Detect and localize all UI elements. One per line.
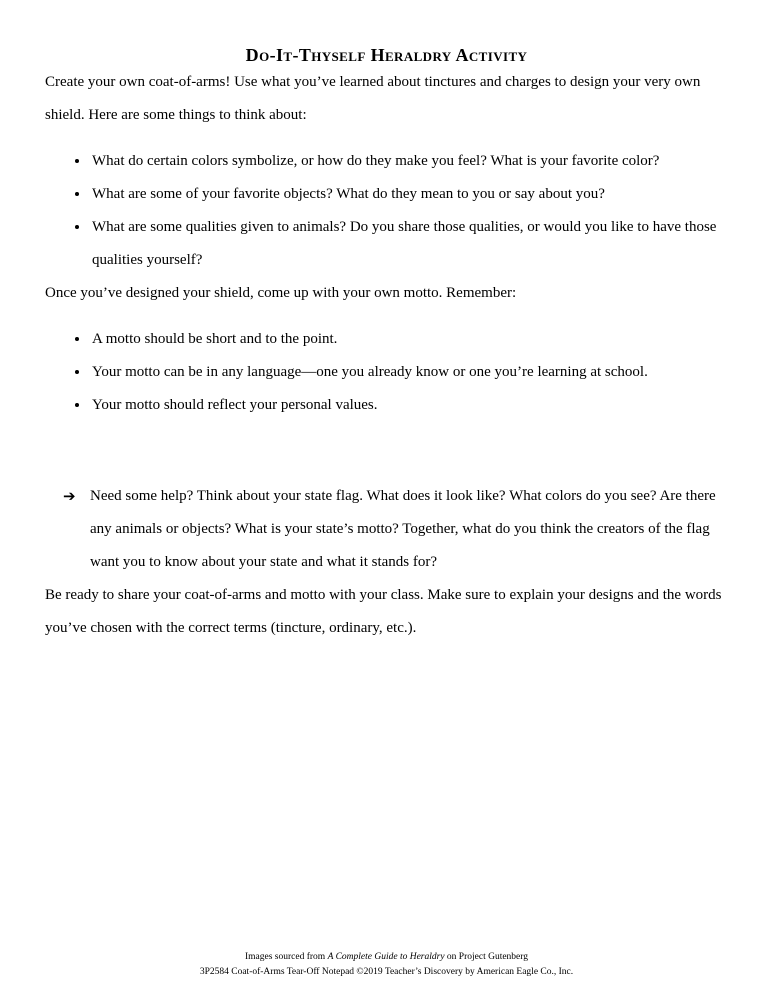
help-note-text: Need some help? Think about your state flag. What does it look like? What colors do you see? Are there any animals or objects? What is your state’s motto? Together, what do you think the creators of the flag want you to know about your state and what it stands for? [90, 488, 716, 570]
footer-copyright-line: 3P2584 Coat-of-Arms Tear-Off Notepad ©2019 Teacher’s Discovery by American Eagle Co., Inc. [199, 967, 574, 977]
footer-source-prefix: Images sourced from [244, 952, 328, 962]
page-footer [0, 950, 773, 980]
list-item: • What are some qualities given to animals? Do you share those qualities, or would you like to have those qualities yourself? [90, 211, 728, 277]
motto-bullet-list [45, 323, 728, 422]
footer-book-title: A Complete Guide to Heraldry [327, 952, 445, 962]
list-item: • What do certain colors symbolize, or how do they make you feel? What is your favorite color? [90, 145, 728, 178]
motto-intro-paragraph: Once you’ve designed your shield, come up with your own motto. Remember: [45, 285, 517, 301]
page-title: Do-It-Thyself Heraldry Activity [245, 45, 528, 65]
footer-source-line [0, 950, 773, 965]
think-bullet-list [45, 145, 728, 277]
intro-paragraph: Create your own coat-of-arms! Use what you’ve learned about tinctures and charges to design your very own shield. Here are some things to think about: [45, 74, 701, 123]
closing-paragraph: Be ready to share your coat-of-arms and motto with your class. Make sure to explain your designs and the words you’ve chosen with the correct terms (tincture, ordinary, etc.). [45, 587, 722, 636]
arrow-right-icon: ➔ [63, 487, 76, 505]
list-item: • A motto should be short and to the point. [90, 323, 728, 356]
list-item: • What are some of your favorite objects? What do they mean to you or say about you? [90, 178, 728, 211]
list-item: • Your motto can be in any language—one you already know or one you’re learning at school. [90, 356, 728, 389]
footer-source-suffix: on Project Gutenberg [444, 952, 529, 962]
help-note [45, 480, 728, 579]
list-item: • Your motto should reflect your personal values. [90, 389, 728, 422]
